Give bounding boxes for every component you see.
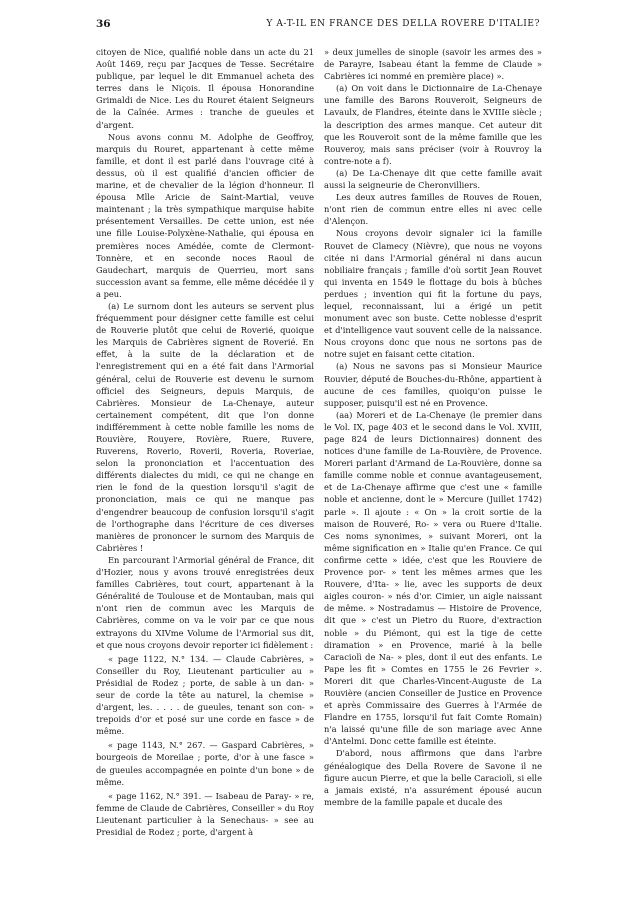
paragraph: Nous avons connu M. Adolphe de Geoffroy, marquis du Rouret, appartenant à cette même famille, et dont il est parlé dans l'ouvrage cité à dessus, où il est qualifié d'ancien officier de marine, et de chevalier de la légion d'honneur. Il épousa Mlle Aricie de Saint-Martial, veuve maintenant ; la très sympathique marquise habite présentement Versailles. De cette union, est née une fille Louise-Polyxène-Nathalie, qui épousa en premières noces Amédée, comte de Clermont-Tonnère, et en seconde noces Raoul de Gaudechart, marquis de Querrieu, mort sans succession avant sa femme, elle même décédée il y a peu. bbox=[96, 131, 314, 299]
footnote-paragraph: (a) De La-Chenaye dit que cette famille avait aussi la seigneurie de Cheronvilliers. bbox=[324, 167, 542, 191]
page-number: 36 bbox=[96, 18, 111, 30]
footnote-paragraph: (a) On voit dans le Dictionnaire de La-Chenaye une famille des Barons Rouveroit, Seigneurs de Lavaulx, de Flandres, éteinte dans le XVIIIe siècle ; la description des armes manque. Cet auteur dit que les Rouveroit sont de la même famille que les Rouveroy, mais sans préciser (voir à Rouvroy la contre-note a f). bbox=[324, 83, 542, 166]
left-column bbox=[96, 46, 314, 838]
running-head: Y A-T-IL EN FRANCE DES DELLA ROVERE D'ITALIE? bbox=[266, 19, 540, 29]
paragraph: D'abord, nous affirmons que dans l'arbre généalogique des Della Rovere de Savone il ne figure aucun Pierre, et que la belle Caraciolì, si elle a jamais existé, n'a assurément épousé aucun membre de la famille papale et ducale des bbox=[324, 748, 542, 807]
footnote-paragraph: (a) Le surnom dont les auteurs se servent plus fréquemment pour désigner cette famille est celui de Rouverie plutôt que celui de Roverié, quoique les Marquis de Cabrières signent de Roverié. En effet, à la suite de la déclaration et de l'enregistrement qui en a été fait dans l'Armorial général, celui de Rouverie est devenu le surnom officiel des Seigneurs, depuis Marquis, de Cabrières. Monsieur de La-Chenaye, auteur certainement compétent, dit que l'on donne indifféremment à cette noble famille les noms de Rouvière, Rouyere, Rovière, Ruere, Ruvere, Ruverens, Roverio, Roverii, Roveria, Roveriae, selon la prononciation et l'accentuation des différents dialectes du midi, ce qui ne change en rien le fond de la question lorsqu'il s'agit de prononciation, mais ce qui ne manque pas d'engendrer beaucoup de confusion lorsqu'il s'agit de l'orthographe dans l'écriture de ces diverses manières de prononcer le surnom des Marquis de Cabrières ! bbox=[96, 300, 314, 553]
paragraph: citoyen de Nice, qualifié noble dans un acte du 21 Août 1469, reçu par Jacques de Tesse. Secrétaire publique, par lequel le dit Emmanuel acheta des terres dans le Niçois. Il épousa Honorandine Grimaldi de Nice. Les du Rouret étaient Seigneurs de la Caînée. Armes : tranche de gueules et d'argent. bbox=[96, 47, 314, 130]
quoted-entry: « page 1162, N.° 391. — Isabeau de Paray- » re, femme de Claude de Cabrières, Conseiller » du Roy Lieutenant particulier à la Senechaus- » see au Presidial de Rodez ; porte, d'argent à bbox=[96, 790, 314, 837]
quoted-entry: « page 1122, N.° 134. — Claude Cabrières, » Conseiller du Roy, Lieutenant particulier au » Présidial de Rodez ; porte, de sable à un dan- » seur de corde la tête au naturel, la chemise » d'argent, les. . . . . de gueules, tenant son con- » trepoids d'or et posé sur une corde en fasce » de même. bbox=[96, 653, 314, 737]
paragraph: Les deux autres familles de Rouves de Rouen, n'ont rien de commun entre elles ni avec celle d'Alençon. bbox=[324, 192, 542, 227]
footnote-paragraph: (aa) Moreri et de La-Chenaye (le premier dans le Vol. IX, page 403 et le second dans le Vol. XVIII, page 824 de leurs Dictionnaires) donnent des notices d'une famille de La-Rouvière, de Provence. Moreri parlant d'Armand de La-Rouvière, donne sa famille comme noble et connue avantageusement, et de La-Chenaye affirme que c'est une « famille noble et ancienne, dont le » Mercure (Juillet 1742) parle ». Il ajoute : « On » la croit sortie de la maison de Rouveré, Ro- » vera ou Ruere d'Italie. Ces noms synonimes, » suivant Moreri, ont la même signification en » Italie qu'en France. Ce qui confirme cette » idée, c'est que les Rouviere de Provence por- » tent les mêmes armes que les Rouvere, d'Ita- » lie, avec les supports de deux aigles couron- » nés d'or. Cimier, un aigle naissant de même. » Nostradamus — Histoire de Provence, dit que » c'est un Pietro du Ruore, d'extraction noble » du Piémont, qui est la tige de cette diramation » en Provence, marié à la belle Caraciolì de Na- » ples, dont il eut des enfants. Le Pape les fit » Comtes en 1755 le 26 Fevrier ». Moreri dit que Charles-Vincent-Auguste de La Rouvière (ancien Conseiller de Justice en Provence et après Commissaire des Guerres à l'Armée de Flandre en 1755, lorsqu'il fut fait Comte Romain) n'a laissé qu'une fille de son mariage avec Anne d'Antelmi. Donc cette famille est éteinte. bbox=[324, 409, 542, 747]
paragraph: En parcourant l'Armorial général de France, dit d'Hozier, nous y avons trouvé enregistrées deux familles Cabrières, tout court, appartenant à la Généralité de Toulouse et de Montauban, mais qui n'ont rien de commun avec les Marquis de Cabrières, comme on va le voir par ce que nous extrayons du XIVme Volume de l'Armorial sus dit, et que nous croyons devoir reporter ici fidèlement : bbox=[96, 554, 314, 650]
page-header bbox=[96, 16, 540, 32]
paragraph: Nous croyons devoir signaler ici la famille Rouvet de Clamecy (Nièvre), que nous ne voyons citée ni dans l'Armorial général ni dans aucun nobiliaire français ; famille d'où sortit Jean Rouvet qui inventa en 1549 le flottage du bois à bûches perdues ; invention qui fit la fortune du pays, lequel, reconnaissant, lui a érigé un petit monument avec son buste. Cette noblesse d'esprit et d'intelligence vaut souvent celle de la naissance. Nous croyons donc que nous ne sortons pas de notre sujet en faisant cette citation. bbox=[324, 228, 542, 360]
footnote-paragraph: (a) Nous ne savons pas si Monsieur Maurice Rouvier, député de Bouches-du-Rhône, appartient à aucune de ces familles, quoiqu'on puisse le supposer, puisqu'il est né en Provence. bbox=[324, 361, 542, 408]
quoted-entry: « page 1143, N.° 267. — Gaspard Cabrières, » bourgeois de Moreilae ; porte, d'or à une fasce » de gueules accompagnée en pointe d'un bone » de même. bbox=[96, 740, 314, 787]
right-column bbox=[324, 46, 542, 808]
quoted-entry: » deux jumelles de sinople (savoir les armes des » de Parayre, Isabeau étant la femme de Claude » Cabrières ici nommé en première place) ». bbox=[324, 47, 542, 82]
